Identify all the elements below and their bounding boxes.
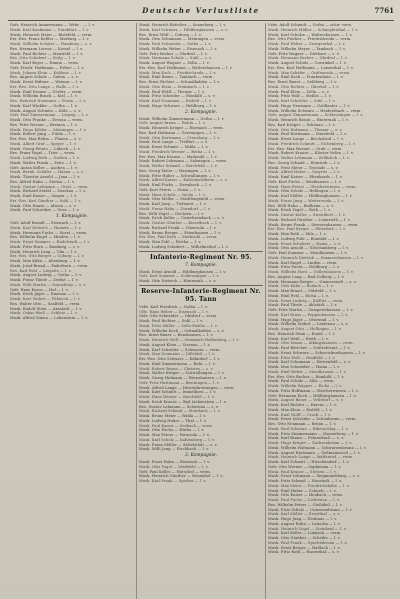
list-item: Res. Franz Vogel — Trier — verm. — [10, 151, 76, 156]
list-item: Musk. Hans Werner — Barchfeld — l. v. — [139, 395, 215, 399]
list-item: Musk. Heinrich Müller — Schnepfenthal — l. v. — [268, 27, 359, 32]
list-item: Musk. Franz Thiele — Zerbst — l. v. — [10, 278, 79, 282]
list-item: Musk. Hermann Fuchs — Soest — verm. — [10, 230, 88, 235]
list-item: Musk. Georg Hofmann — Wernshausen — l. v. — [139, 376, 227, 380]
list-item: Musk. Emil Fuchs — Dermbach — l. v. — [139, 183, 213, 187]
list-item: Musk. Paul Schneider — Gotha — l. v. — [139, 42, 212, 46]
list-item: Res. Willi Vogel — Oechsen — l. v. — [139, 211, 205, 216]
page-header — [8, 6, 394, 21]
list-item: Musk. Karl Möller — Ernstthal — s. v. — [268, 512, 341, 517]
list-item: Gefr. Heinrich Ammermann — Wehr... — l. v. — [10, 23, 96, 27]
list-item: Musk. Franz Möller — Sättelstädt — s. v. — [139, 442, 218, 447]
list-item: Musk. Ernst Schmitt — Mihla — l. v. — [139, 145, 209, 149]
list-item: Musk. Ludwig Roth — Gießen — l. v. — [10, 156, 80, 160]
list-item: Musk. Willi Martin — Sonneberg — s. v. — [10, 282, 87, 287]
column-2 — [137, 23, 266, 599]
list-item: Musk. Karl Schumann — Westenfeld — s. v. — [268, 360, 352, 365]
list-item: Gefr. Adolf Brandt — Eisenach — l. v. — [10, 221, 82, 225]
list-item: Musk. Ernst Sommer — Rudolstadt — l. v. — [10, 240, 91, 244]
list-item: Musk. Ernst Lange — Bischofrod — l. v. — [268, 137, 345, 141]
list-item: Musk. Bruno Berger — Ettenhausen — l. v. — [139, 230, 222, 235]
col2-end-list — [139, 460, 263, 484]
list-item: Res. Karl Hofmann — Gerstungen — l. v. — [139, 130, 217, 135]
list-item: Musk. Karl Frank — Spichra — l. v. — [139, 479, 207, 483]
list-item: Musk. Fritz Roth — Hasenthal — s. v. — [268, 550, 340, 555]
list-item: Musk. Otto Hofmann — Themar — s. v. — [268, 127, 343, 132]
list-item: Musk. Fritz Wolf — Mehlis — l. v. — [268, 94, 332, 99]
col2-mid-list — [139, 117, 263, 250]
list-item: Res. August Lang — Bad Colberg — l. v. — [268, 274, 345, 279]
list-item: Musk. August Otto — Hellingen — l. v. — [268, 327, 342, 331]
list-item: Musk. Karl Neumann — Eisfeld — l. v. — [139, 99, 212, 103]
list-item: Musk. Wilhelm Wagner — Eicha — l. v. — [268, 384, 343, 388]
list-item: Musk. Karl Braun — Fehrenbach — s. v. — [268, 436, 345, 441]
list-item: Musk. Emil Wolff — Crock — l. v. — [268, 412, 332, 417]
list-item: Musk. Erich Krause — Bad Liebenstein — l. v. — [139, 399, 227, 404]
list-item: Musk. Robert Lehmann — Salzungen — verm. — [139, 159, 228, 164]
list-item: Musk. Emil Zimmermann — Rohr — l. v. — [139, 361, 216, 366]
list-item: Musk. Friedrich Schmitt — Eichenberg — l. v. — [268, 141, 356, 146]
list-item: Musk. Paul Weber — Georgenthal — l. v. — [268, 42, 346, 46]
list-item: Musk. Fritz Hoffmann — Gleicherwiesen — l. v. — [268, 388, 359, 393]
list-item: Musk. Otto Schumann — Meiningen — verm. — [139, 37, 226, 42]
col2-after-list — [139, 270, 263, 284]
list-item: Musk. Karl Engel — Linden — verm. — [268, 260, 338, 265]
list-item: Musk. Emil Pohl — Eicha — l. v. — [268, 293, 329, 298]
list-item: Musk. Ernst Berger — Haßlach — l. v. — [268, 545, 341, 550]
section-rule — [139, 251, 263, 252]
list-item: Res. Karl Pohl — Liegnitz — l. v. — [10, 268, 72, 273]
list-item: Musk. Alfred Kaiser — Kaltennordheim — s. v. — [139, 178, 228, 183]
list-item: Musk. Otto Klein — Steinbach — l. v. — [139, 84, 210, 89]
list-item: Musk. Emil Kaiser — Ebenhards — l. v. — [268, 175, 343, 179]
list-item: Musk. Willi Jung — Fischbach — l. v. — [139, 447, 210, 452]
list-item: Musk. Ernst Hübner — Weimar — l. v. — [10, 80, 83, 84]
list-item: Gefr. Otto Werner — Sophienau — l. v. — [268, 464, 342, 469]
list-item: Musk. Wilhelm Koch — Schmalkalden — s. v. — [139, 328, 225, 333]
list-item: Musk. Ernst Schubert — Haina — s. v. — [268, 241, 342, 246]
list-item: Musk. Otto Simon — Albingshausen — verm. — [268, 341, 354, 346]
list-item: Musk. Paul Wolff — Themar — l. v. — [139, 89, 206, 94]
list-item: Musk. Hermann Becker — Ohrdruf — l. v. — [268, 56, 348, 61]
list-item: Musk. Otto Richter — Oberhof — l. v. — [268, 84, 340, 89]
list-item: Musk. Max Schäfer — Gräfenroda — verm. — [268, 70, 351, 75]
list-item: Gefr. August Zimmermann — Schleusingen — l. v. — [268, 113, 364, 118]
list-item: Musk. Hugo Schwarz — Heldburg — l. v. — [139, 103, 217, 108]
list-item: Musk. Ernst Ludwig — Käßlitz — verm. — [268, 298, 344, 303]
list-item: Musk. Heinrich Böttcher — Sonneberg — l. v. — [139, 23, 227, 27]
list-item: Musk. August Ludwig — Gotha — l. v. — [10, 273, 83, 278]
list-item: Musk. Heinrich Lang — Ulm — l. v. — [10, 249, 78, 254]
list-item: Musk. Wilhelm Zimmermann — Gotha — l. v. — [139, 116, 225, 121]
list-item: Musk. Max Brand — Sülzfeld — l. v. — [268, 289, 337, 293]
list-item: Musk. Richard Seidel — Zwickau — l. v. — [10, 189, 87, 194]
list-item: Musk. Otto Arnold — Gleichamberg — l. v. — [268, 246, 350, 251]
list-item: Musk. Paul Richter — Mansfeld — l. v. — [10, 51, 84, 56]
list-item: Musk. Karl Scholz — Kahlenberg — l. v. — [139, 437, 216, 442]
list-item: Musk. Karl Schröder — Suhl — l. v. — [268, 99, 336, 103]
list-item: Musk. Wilhelm Busch — Kiel — l. v. — [10, 94, 78, 99]
list-item: Res. Gustav Lehmann — Schweina — s. v. — [139, 404, 219, 409]
list-item: Gefr. August Braun — Ruhla — l. v. — [139, 121, 206, 126]
list-item: Ers.-Res. Paul Roth — Marksuhl — verm. — [139, 235, 218, 240]
list-item: Musk. Otto Kaiser — Heubach — verm. — [268, 493, 344, 498]
list-item: Musk. Max Koch — Friedrichroda — l. v. — [139, 70, 217, 75]
list-item: Gefr. Paul Zimmermann — Leipzig — l. v. — [10, 113, 89, 118]
column-1 — [8, 23, 137, 599]
list-item: Musk. Hugo Köhler — Meiningen — l. v. — [10, 127, 87, 132]
section-rule-2 — [139, 285, 263, 286]
list-item: Musk. Karl Kraus — Poppenhausen — l. v. — [268, 312, 349, 317]
list-item: Musk. Karl Weiß — Rieth — l. v. — [268, 336, 329, 341]
list-item: Musk. Karl Dietrich — Hameln — l. v. — [10, 225, 82, 230]
list-item: Musk. Otto Kühn — Rodach — l. v. — [268, 284, 334, 289]
list-item: Musk. Paul Fuchs — Lichtenau — l. v. — [268, 498, 341, 502]
list-item: Musk. Karl Richter — Harras — l. v. — [268, 403, 337, 407]
list-item: Vzfw. Karl Friedrich — Gotha — l. v. — [139, 304, 209, 309]
list-item: Res. Ernst Richter — Schmalkalden — l. v. — [139, 80, 221, 84]
list-item: Musk. Erich Jäger — Ilmenau — l. v. — [10, 292, 80, 297]
list-item: Musk. Fritz Zimmermann — Masserberg — l. v. — [268, 431, 359, 436]
list-item: Uffz. Hans Weber — Eisenach — l. v. — [139, 309, 210, 314]
list-item: Musk. Alfred Lange — Herrenbreitungen — verm. — [139, 385, 235, 390]
list-item: Musk. Hans Peters — Gleicherwiesen — verm. — [268, 184, 357, 189]
col2-top-list — [139, 23, 263, 109]
list-item: Musk. Karl Schwarz — Hildburghausen — s. v. — [139, 27, 229, 32]
list-item: Musk. Ludwig Pohl — Römhild — l. v. — [268, 236, 340, 241]
list-item: Musk. Ernst Arnold — Hildburghausen — l. v. — [139, 269, 227, 274]
list-item: Musk. Paul Klein — Zella — s. v. — [268, 89, 330, 94]
list-item: Gefr. Otto Schneider — Ohrdruf — verm. — [139, 314, 218, 319]
list-item: Ers.-Res. Otto Lange — Halle — l. v. — [10, 84, 80, 89]
list-item: Musk. Ludwig Schubert — Wilhelmsthal — l. v. — [139, 244, 229, 249]
list-item: Musk. August Klein — Viernau — l. v. — [139, 342, 211, 347]
list-item: Musk. Robert Krause — Kloster Veßra — l. v. — [268, 151, 354, 156]
list-item: Musk. Kurt Schmitt — Immelborn — l. v. — [139, 390, 217, 395]
list-item: Musk. Otto Vogel — Stedtfeld — l. v. — [139, 464, 209, 469]
list-item: Musk. Franz Jung — Weitersroda — l. v. — [268, 198, 345, 203]
list-item: Musk. Erich Keller — Unterbreizbach — s. v. — [139, 216, 225, 221]
list-item: Musk. Erich Vogel — Roth — l. v. — [268, 208, 332, 213]
list-item: Musk. August Bauer — Veilsdorf — s. v. — [268, 398, 344, 403]
list-item: Musk. August Hahn — Lauscha — l. v. — [268, 521, 341, 526]
list-item: Musk. Max Pohl — Förtha — l. v. — [139, 240, 202, 244]
col1-section-heading: 1. Kompagnie. — [55, 214, 89, 219]
column-3 — [266, 23, 394, 599]
list-item: Musk. Paul Kaiser — Seebach — verm. — [139, 423, 214, 428]
list-item: Musk. Wilhelm Seifert — Lindenau — s. v. — [268, 322, 349, 327]
list-item: Musk. Ernst Schröder — Schönbrunn — verm. — [268, 417, 357, 422]
list-item: Gefr. Fritz Hartmann — Breitungen — l. v. — [139, 380, 220, 385]
list-item: Musk. Paul Schwarz — Biberschlag — l. v. — [268, 426, 349, 431]
list-item: Musk. Wilhelm Horn — Gellershausen — l. v. — [268, 270, 354, 274]
list-item: Musk. Emil Koch — Frankenhain — l. v. — [268, 75, 344, 80]
list-item: Musk. Heinrich Wolf — Steinbach-Hallenberg — l. v. — [139, 338, 240, 342]
list-item: Res. Karl Krüger — Schönau — l. v. — [268, 122, 336, 127]
col1-list — [10, 23, 134, 213]
list-item: Gefr. Fritz Wagner — Dietharz — s. v. — [268, 51, 340, 56]
list-item: Musk. Walter Schmid — Barchfeld — l. v. — [139, 164, 218, 168]
columns — [8, 23, 394, 599]
list-item: Musk. Johann Klein — Koblenz — l. v. — [10, 70, 82, 75]
list-item: Musk. Fritz Müller — Zella-Mehlis — l. v. — [139, 323, 218, 328]
list-item: Res. Georg Schmid — Reurieth — l. v. — [268, 160, 341, 165]
list-item: Musk. Heinrich Günther — Neuenhof — l. v. — [139, 474, 224, 479]
list-item: Res. Ernst Bauer — Gehlberg — l. v. — [268, 80, 338, 84]
list-item: Musk. Karl Jung — Tiefenort — l. v. — [139, 202, 207, 206]
list-item: Gefr. Friedr. Hoffmann — Erfurt — l. v. — [10, 65, 85, 70]
list-item: Musk. Otto Haase — Altona — s. v. — [10, 203, 77, 208]
list-item: Musk. August Hartmann — Goßmannsrod — l. v. — [268, 450, 361, 455]
list-item: Musk. Gustav Lehmann — Greiz — verm. — [10, 184, 89, 189]
list-item: Musk. August Wagner — Zella — l. v. — [139, 61, 210, 65]
list-item: Musk. Hugo Jung — Neuhaus — l. v. — [268, 517, 338, 521]
list-item: Res. Heinrich Neumann — Posen — l. v. — [10, 99, 87, 103]
list-item: Musk. Paul Böttcher — Schlechtsart — l. v. — [268, 346, 351, 350]
list-item: Res. Ernst Bauer — Benshausen — l. v. — [139, 333, 214, 338]
list-item: Musk. Fritz Fuchs — Heldburg — l. v. — [268, 265, 341, 270]
list-item: Musk. Wilhelm Weber — Eisenach — l. v. — [139, 46, 218, 51]
list-item: Musk. Paul Richter — Suhl — l. v. — [139, 319, 204, 323]
col2-section-2: 7. Kompagnie. — [184, 262, 218, 268]
list-item: Musk. Emil Krause — Görlitz — verm. — [10, 89, 83, 94]
list-item: Res. Ernst Wolf — Coburg — l. v. — [139, 32, 202, 37]
list-item: Musk. Josef Brand — Paderborn — verm. — [10, 263, 89, 268]
list-item: Musk. Karl Keller — Limbach — verm. — [268, 531, 342, 536]
list-item: Musk. Paul Schulz — Milz — verm. — [268, 379, 335, 384]
list-item: Musk. Ludwig Huber — Thal — l. v. — [139, 418, 207, 423]
col2-bottom-list — [139, 305, 263, 452]
col1-after-list — [10, 221, 134, 321]
list-item: Musk. Otto Franke — Dessau — verm. — [10, 118, 84, 122]
list-item: Musk. Fritz Horn — Bamberg — s. v. — [10, 244, 81, 249]
list-item: Musk. Emil Bauer — Tambach — verm. — [139, 75, 214, 80]
list-item: Musk. Wilhelm Schulze — Hamburg — s. v. — [10, 42, 93, 46]
list-item: Musk. Kurt Seifert — Pößneck — l. v. — [10, 297, 81, 301]
list-item: Musk. Paul Schreiber — Gera — l. v. — [10, 208, 80, 213]
list-item: Res. August Scholz — Guben — s. v. — [10, 75, 79, 80]
list-item: Musk. Wilhelm Meyer — Tambach — l. v. — [268, 46, 347, 51]
col3-list — [268, 23, 392, 555]
regiment-heading: Infanterie-Regiment Nr. 95. — [149, 253, 253, 261]
list-item: Musk. Walter Frank — Zeitz — l. v. — [10, 160, 77, 165]
list-item: Musk. Gustav Keller — Streufdorf — l. v. — [268, 213, 346, 217]
list-item: Musk. Albert Graf — Speyer — l. v. — [10, 141, 77, 146]
list-item: Musk. Rudolf Stein — Arnstadt — l. v. — [10, 306, 83, 311]
list-item: Ers.-Res. Max Werner — Grub — verm. — [268, 146, 343, 151]
list-item: Musk. Fritz Huber — Schwallungen — l. v. — [139, 173, 221, 178]
list-item: Gefr. Anton Keller — Aachen — l. v. — [10, 165, 78, 170]
list-item: Gefr. Hermann Koch — Hildburghausen — l. v. — [268, 393, 357, 398]
list-item: Musk. Richard Günther — Leimrieth — l. v. — [268, 217, 351, 222]
list-item: Musk. Heinrich Krüger — Eisenach — verm. — [139, 126, 224, 130]
list-item: Musk. Emil Weber — Mendhausen — l. v. — [268, 369, 347, 374]
list-item: Musk. Robert Jung — Fulda — l. v. — [10, 132, 76, 137]
list-item: Res. Fritz Werner — Bremen — l. v. — [10, 122, 78, 127]
list-item: Musk. Hugo Jäger — Ottowind — l. v. — [268, 317, 340, 322]
list-item: Musk. August Schmitz — Köln — s. v. — [10, 108, 82, 113]
list-item: Musk. Hugo Krüger — Sachsenbrunn — l. v. — [268, 441, 353, 445]
list-item: Musk. Gustav Günther — Kieselbach — l. v. — [139, 221, 223, 225]
list-item: Gefr. Kurt Fuchs — Westhausen — l. v. — [268, 179, 342, 184]
list-item: Musk. Karl Kaufmann — Frankfurt — l. v. — [10, 27, 90, 32]
list-item: Res. Heinrich Stein — Einöd — l. v. — [268, 331, 336, 336]
list-item: Musk. Otto Günther — Scheibe — l. v. — [268, 536, 341, 540]
list-item: Musk. Franz Hahn — Dorndorf — l. v. — [139, 206, 211, 211]
list-item: Ers.-Res. Karl Günther — Suhl — l. v. — [10, 198, 82, 203]
list-item: Ers.-Res. Max Krause — Marksuhl — l. v. — [139, 154, 218, 159]
list-item: Ers.-Res. Paul Berger — Pfersdorf — l. v. — [268, 227, 347, 232]
list-item: Musk. Karl Schmitt — Hirschendorf — l. v. — [268, 460, 350, 464]
list-item: Musk. Max Kühn — Altenburg — l. v. — [10, 259, 81, 263]
list-item: Musk. Alfred Simon — Lobenstein — l. v. — [10, 316, 89, 320]
list-item: Musk. Oskar Weiß — Schleiz — l. v. — [10, 311, 78, 316]
list-item: Musk. August Schulz — Crawinkel — l. v. — [268, 61, 347, 65]
list-item: Musk. Otto Scholz — Hellingen — l. v. — [268, 189, 341, 194]
list-item: Musk. Heinrich Lange — Waffenrod — verm. — [268, 455, 354, 460]
list-item: Musk. Heinrich Meier — Bielefeld — verm. — [10, 32, 93, 37]
list-item: Musk. Richard Schmid — Steinbach — l. v. — [139, 409, 221, 414]
list-item: Musk. Bernh. Schäfer — Hanau — s. v. — [10, 170, 85, 175]
list-item: Musk. Fritz Meier — Trostadt — s. v. — [268, 165, 339, 170]
list-item: Musk. Paul Lange — Treffurt — s. v. — [139, 140, 209, 145]
list-item: Musk. Friedrich Werner — Berka — l. v. — [139, 149, 216, 154]
list-item: Musk. Karl Schröder — Schwarza — verm. — [139, 347, 221, 352]
list-item: Ers.-Res. Otto Schwarz — Kühndorf — l. v. — [139, 357, 221, 361]
list-item: Musk. Wilhelm Hofmann — Schwarzenbrunn — l. v. — [268, 445, 367, 450]
list-item: Musk. Max Meier — Friedrichshöhe — l. v. — [268, 483, 350, 488]
list-item: Gefr. Paul Keller — Hörschel — verm. — [139, 469, 212, 474]
list-item: Ers.-Res. Otto Becker — Römhild — l. v. — [268, 374, 345, 379]
list-item: Musk. Hermann Berger — Ummerstadt — s. v. — [268, 279, 357, 284]
list-item: Musk. Emil Huber — Schnett — l. v. — [268, 488, 337, 493]
list-item: Musk. Max Schneider — Haina — l. v. — [268, 365, 341, 369]
page-number: 7761 — [374, 6, 394, 15]
list-item: Musk. Hans Scholz — Vacha — l. v. — [139, 192, 206, 197]
list-item: Musk. Heinrich Braun — Hinternah — l. v. — [268, 118, 350, 122]
list-item: Ers.-Res. Karl Hoffmann — Waltershausen — l. v. — [139, 65, 233, 70]
reserve-regiment-heading: Reserve-Infanterie-Regiment Nr. 95. Tann — [141, 287, 261, 303]
list-item: Musk. Paul Thiele — Ahlstädt — l. v. — [268, 303, 338, 308]
list-item: Ers.-Res. Max Böhm — Plauen — s. v. — [10, 137, 82, 141]
list-item: Musk. Max Roth — Milz — l. v. — [268, 232, 327, 236]
list-item: Musk. Alfred Huber — Siegritz — l. v. — [268, 170, 341, 175]
list-item: Musk. Bruno Frank — Stressenhausen — verm. — [268, 222, 359, 227]
list-item: Musk. Max Peters — Farnroda — l. v. — [139, 433, 210, 437]
list-item: Musk. Richard Frank — Vitzeroda — l. v. — [139, 225, 217, 230]
list-item: Musk. Wilhelm Schwarz — Heidersbach — verm. — [268, 108, 362, 113]
list-item: Res. Willi Hahn — Bedheim — s. v. — [268, 203, 335, 208]
list-item: Res. Otto Neumann — Brünn — l. v. — [268, 422, 337, 426]
list-item: Gefr. Hans Kraus — Hof — l. v. — [10, 287, 69, 292]
list-item: Res. Otto Schubert — Stolp — l. v. — [10, 56, 76, 61]
list-item: Musk. Hermann Schulz — Suhl — s. v. — [139, 56, 213, 61]
list-item: Res. Georg Meier — Wasungen — l. v. — [139, 168, 212, 173]
list-item: Musk. Max Klein — Eisfeld — l. v. — [268, 407, 333, 412]
list-item: Musk. Max Neumann — Dillstädt — l. v. — [139, 352, 216, 357]
list-item: Musk. Heinrich Dietrich — Simmershausen — l. v. — [268, 255, 364, 260]
list-item: Ers.-Res. Karl Hoffmann — Luisenthal — l. v. — [268, 65, 355, 70]
list-item: Musk. Bruno Meier — Ruhla — l. v. — [139, 414, 207, 418]
list-item: Musk. Theodor Arnold — Jena — l. v. — [10, 175, 81, 179]
list-item: Musk. Otto Hartmann — Creuzburg — l. v. — [139, 135, 221, 140]
list-item: Gefr. Karl Sommer — Schleusingen — l. v. — [139, 274, 220, 279]
list-item: Musk. Fritz Schmid — Neustadt — l. v. — [268, 479, 343, 483]
list-item: Musk. Emil Kaiser — Siegen — l. v. — [10, 194, 78, 198]
list-item: Musk. Fritz Schröder — Römhild — s. v. — [139, 94, 216, 99]
list-item: Musk. Otto Möller — Stadtlengsfeld — verm. — [139, 197, 226, 202]
col2-section-3: 3. Kompagnie. — [184, 453, 218, 458]
list-item: Musk. Karl Möller — Hildburghausen — l. v. — [268, 194, 353, 198]
list-item: Musk. Ernst Lehmann — Siegmundsburg — s. v. — [268, 474, 361, 479]
list-item: Res. Alfred Hahn — Stettin — l. v. — [10, 179, 75, 184]
list-item: Gefr. Paul Sommer — Mendhausen — l. v. — [268, 251, 348, 255]
list-item: Musk. Ernst Schwarz — Schweickershausen — l. v. — [268, 350, 366, 355]
list-item: Musk. Otto Dietrich — Hinternah — s. v. — [139, 279, 217, 283]
col2-section-1: 2. Kompagnie. — [184, 109, 218, 115]
list-item: Res. Walter Otto — Saalfeld — verm. — [10, 301, 81, 306]
list-item: Musk. Karl Schulze — Waltershausen — l. v. — [268, 32, 353, 37]
list-item: Musk. Hugo Neumann — Goldlauter — l. v. — [268, 103, 351, 108]
list-item: Musk. Karl Winkler — Gotha — l. v. — [10, 103, 78, 108]
list-item: Gefr. Fritz Becker — Ohrdruf — l. v. — [139, 51, 208, 56]
list-item: Musk. Ernst Hahn — Eisenach — l. v. — [139, 460, 211, 464]
list-item: Musk. Otto Fuchs — Wutha — l. v. — [139, 428, 205, 433]
list-item: Musk. Walter Krüger — Schwallungen — l. v. — [139, 371, 226, 376]
list-item: Res. Wilhelm Engel — Minden — l. v. — [10, 235, 81, 240]
list-item: Musk. Robert Braun — Christes — s. v. — [139, 366, 214, 371]
list-item: Ers.-Res. Franz Keßler — Marburg — l. v. — [10, 37, 90, 42]
list-item: Vzfw. Adolf Schmidt — Gotha — schw. verw. — [268, 23, 353, 27]
list-item: Musk. Karl Beyer — Hamm — verm. — [10, 61, 80, 65]
list-item: Res. Wilhelm Peters — Gießübel — l. v. — [268, 502, 343, 507]
list-item: Gefr. Kurt Peters — Geisa — l. v. — [139, 187, 202, 192]
list-item: Gefr. Fritz Martin — Gompertshausen — l. v. — [268, 308, 354, 312]
list-item: Musk. Heinrich Vogel — Steinheid — l. v. — [268, 526, 347, 531]
list-item: Res. Otto Fischer — Friedrichroda — verm. — [268, 37, 352, 42]
list-item: Musk. Paul Frank — Spechtsbrunn — l. v. — [268, 540, 348, 545]
list-item: Musk. Paul Hartmann — Marisfeld — l. v. — [268, 132, 348, 137]
list-item: Musk. Fritz Scholz — Unterneubrunn — l. v. — [268, 507, 353, 512]
list-item: Ers.-Res. Otto Berger — Coburg — l. v. — [10, 254, 85, 259]
list-item: Musk. Paul Krause — Stelzen — l. v. — [268, 469, 338, 474]
list-item: Musk. Fritz Wolf — Hindfeld — l. v. — [268, 355, 336, 360]
page-title: Deutsche Verlustliste — [142, 6, 260, 15]
list-item: Musk. Georg Peters — Lübeck — l. v. — [10, 146, 81, 151]
list-item: Res. Hermann Lorenz — Kassel — l. v. — [10, 46, 84, 51]
list-item: Musk. Walter Lehmann — Zollbrück — l. v. — [268, 156, 350, 160]
